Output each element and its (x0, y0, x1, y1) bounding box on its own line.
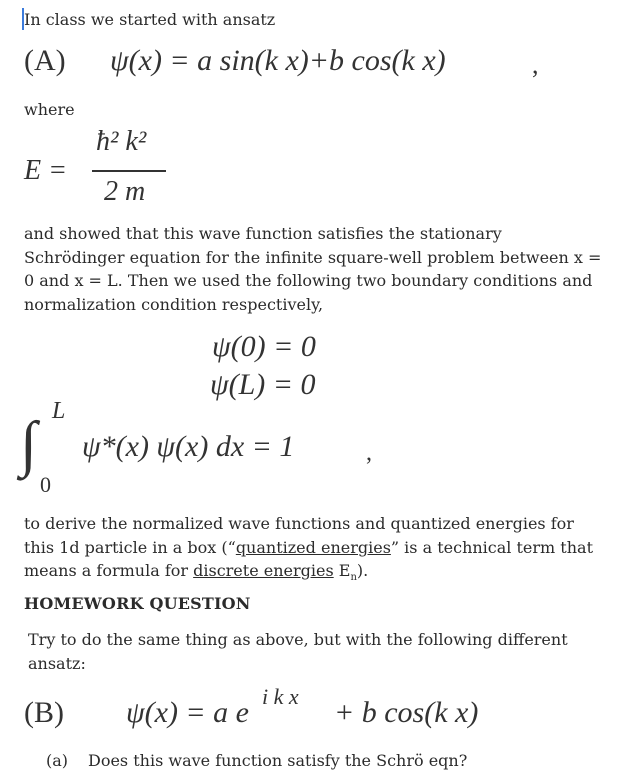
equation-b-rhs: + b cos(k x) (334, 696, 479, 729)
quantized-energies-link[interactable]: quantized energies (235, 537, 391, 557)
equation-a: ψ(x) = a sin(k x)+b cos(k x) (110, 44, 446, 77)
integral-lower-limit: 0 (40, 472, 51, 497)
energy-numerator: ħ² k² (96, 126, 147, 157)
intro-text: In class we started with ansatz (24, 10, 276, 29)
energy-lhs: E = (24, 155, 67, 186)
paragraph-1: and showed that this wave function satisfies the stationary Schrödinger equation for the infinite square-well problem between x = 0 and x = L. Then we used the following two boundary conditions and normalization condition respectively, (24, 224, 602, 314)
homework-heading: HOMEWORK QUESTION (24, 594, 251, 613)
energy-subscript: n (350, 572, 357, 584)
question-a-text: Does this wave function satisfy the Schrö eqn? (88, 751, 468, 770)
energy-symbol: E (333, 561, 351, 580)
boundary-condition-2: ψ(L) = 0 (210, 368, 316, 401)
paragraph-2-text: ” is a technical term that means a formula for (24, 537, 594, 580)
where-text: where (24, 100, 75, 119)
equation-b-exponent: i k x (262, 684, 299, 709)
energy-denominator: 2 m (104, 176, 146, 207)
normalization-comma: , (366, 440, 372, 466)
integral-sign: ∫ (20, 410, 37, 478)
homework-text: Try to do the same thing as above, but with the following different ansatz: (28, 630, 568, 673)
boundary-condition-1: ψ(0) = 0 (212, 330, 316, 363)
equation-a-comma: , (532, 50, 539, 79)
integral-upper-limit: L (52, 398, 66, 424)
discrete-energies-link[interactable]: discrete energies (193, 561, 334, 580)
equation-b-label: (B) (24, 696, 64, 729)
paragraph-2-text: to derive the normalized wave functions and quantized energies for this 1d particle in a box (“ (24, 514, 574, 557)
paragraph-2-text: ). (356, 561, 369, 580)
question-a-label: (a) (46, 751, 69, 770)
paragraph-2 (24, 512, 604, 590)
equation-a-label: (A) (24, 44, 66, 77)
fraction-bar (92, 170, 166, 172)
normalization-equation: ψ*(x) ψ(x) dx = 1 (82, 430, 295, 463)
equation-b-lhs: ψ(x) = a e (126, 696, 249, 729)
